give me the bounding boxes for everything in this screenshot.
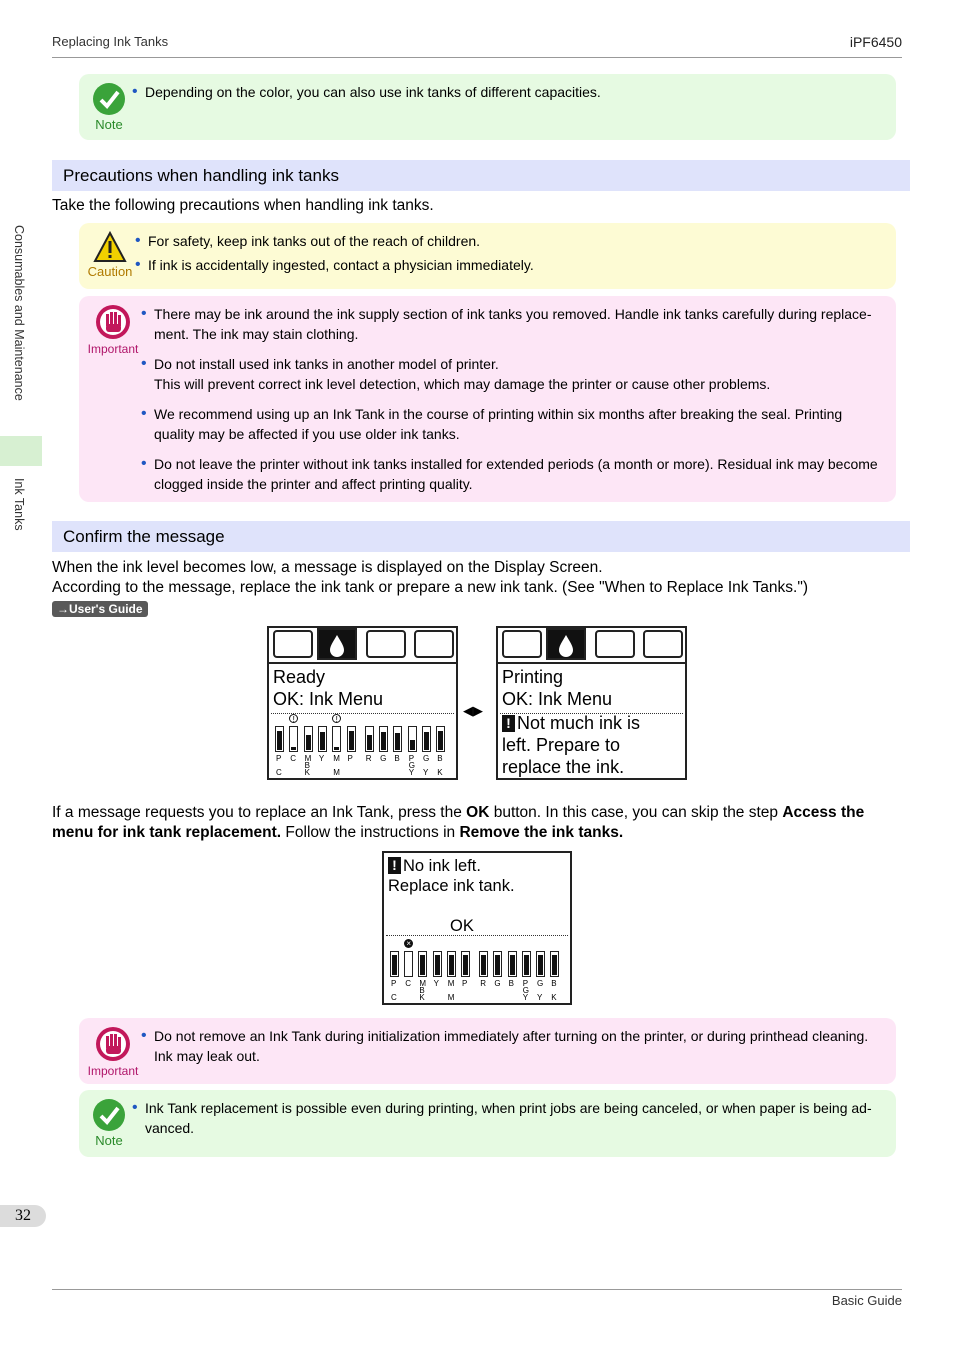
important-icon (85, 1026, 141, 1078)
ink-level-fill (424, 732, 429, 750)
display-screen-no-ink (382, 851, 572, 1005)
ink-level-fill (420, 955, 425, 975)
ink-level-fill (392, 955, 397, 975)
note-label: Note (95, 1133, 123, 1148)
ink-color-label: R (480, 979, 486, 988)
ink-color-label: G (494, 979, 501, 988)
screen-tab-bar (269, 628, 456, 664)
ink-color-label: Y (433, 979, 439, 988)
text-run: button. In this case, you can skip the step (489, 804, 783, 821)
ink-color-label: B (304, 761, 310, 770)
ink-tank-bar (461, 951, 470, 977)
caution-list (135, 231, 885, 275)
ink-color-label: K (437, 768, 443, 777)
text-run: Follow the instructions in (281, 824, 460, 841)
side-chapter-label: Consumables and Maintenance (12, 225, 26, 401)
ink-level-fill (277, 731, 282, 750)
important-box-precautions (79, 296, 896, 502)
important-item-continuation: This will prevent correct ink level detection, which may damage the printer or cause other problems. (154, 376, 771, 392)
ink-color-label: B (394, 754, 400, 763)
ink-color-label: M (447, 979, 455, 988)
ink-tank-bar (390, 951, 399, 977)
display-screen-printing (496, 626, 687, 780)
ink-color-label: Y (423, 768, 429, 777)
important-label: Important (87, 1064, 139, 1078)
ink-level-fill (481, 955, 486, 975)
ink-color-label: R (365, 754, 372, 763)
ink-color-label: B (419, 986, 425, 995)
ink-tank-bar (347, 726, 356, 752)
settings-tab-icon (643, 630, 683, 658)
ink-color-label: Y (408, 768, 415, 777)
replace-instructions-paragraph (52, 803, 902, 843)
screen-status: Printing (502, 667, 564, 687)
note-list (132, 1098, 882, 1138)
screen-divider (271, 713, 454, 714)
ink-level-fill (320, 732, 325, 750)
warning-icon: ! (502, 715, 515, 732)
ink-level-fill (395, 733, 400, 750)
important-box-initialization (79, 1018, 896, 1084)
ink-color-label: Y (522, 993, 529, 1002)
ink-level-fill (495, 955, 500, 975)
ink-color-label: P (391, 979, 397, 988)
text-run: If a message requests you to replace an Ink Tank, press the (52, 804, 467, 821)
caution-label: Caution (87, 264, 133, 279)
ink-color-label: G (423, 754, 430, 763)
note-icon (87, 1098, 131, 1148)
ink-level-fill (381, 732, 386, 750)
paper-tab-icon (502, 630, 542, 658)
footer-guide-name: Basic Guide (831, 1293, 902, 1308)
ink-color-label: C (276, 768, 282, 777)
ink-color-label: B (437, 754, 443, 763)
caution-box (79, 223, 896, 289)
important-item: • Do not leave the printer without ink tanks installed for extended periods (a month or more). Residual ink may become clogged inside the printer and affect printing quality. (141, 454, 886, 494)
ink-tank-bar (550, 951, 559, 977)
ink-level-fill (334, 747, 339, 750)
note-list (132, 82, 882, 102)
important-item: • Do not remove an Ink Tank during initialization immediately after turning on the printer, or during printhead cleaning. Ink may leak out. (141, 1026, 886, 1066)
ink-color-label: G (408, 761, 415, 770)
ink-color-label: P (347, 754, 353, 763)
side-section-label: Ink Tanks (12, 478, 26, 531)
ink-level-fill (367, 735, 372, 750)
ink-tank-bar (422, 726, 431, 752)
ink-tank-bar (289, 726, 298, 752)
screen-error-line-2: Replace ink tank. (388, 877, 515, 895)
ink-color-label: M (333, 768, 340, 777)
ink-tank-bar (379, 726, 388, 752)
ink-color-label: G (522, 986, 530, 995)
important-item: • We recommend using up an Ink Tank in the course of printing within six months after breaking the seal. Printing quality may be affected if you use older ink tanks. (141, 404, 886, 444)
ink-tank-bar (318, 726, 327, 752)
screen-divider (386, 935, 568, 936)
note-item: • Depending on the color, you can also use ink tanks of different capacities. (132, 82, 882, 102)
confirm-para-2: According to the message, replace the ink tank or prepare a new ink tank. (See "When to Replace Ink Tanks.") (52, 579, 808, 596)
ink-color-label: G (380, 754, 387, 763)
ink-level-fill (291, 747, 296, 750)
important-item: • There may be ink around the ink supply section of ink tanks you removed. Handle ink tanks carefully during replace-ment. The ink may stain clothing. (141, 304, 886, 344)
ink-color-label: P (408, 754, 415, 763)
ink-color-label: C (405, 979, 411, 988)
caution-icon (85, 231, 135, 279)
footer-rule (52, 1289, 902, 1290)
ink-color-label: C (290, 754, 297, 763)
running-header-model: iPF6450 (849, 34, 902, 50)
screen-ok-label: OK (450, 917, 474, 935)
job-tab-icon (595, 630, 635, 658)
ink-color-label: K (419, 993, 425, 1002)
header-rule (52, 57, 902, 58)
note-box-replacement (79, 1090, 896, 1157)
ink-low-icon: ! (289, 714, 298, 723)
important-item: • Do not install used ink tanks in another model of printer. (141, 354, 886, 374)
ink-low-icon: ! (332, 714, 341, 723)
ink-color-label: P (462, 979, 468, 988)
screen-warning-line-3: replace the ink. (502, 757, 625, 777)
ink-level-fill (552, 955, 557, 975)
users-guide-link[interactable]: →User's Guide (52, 601, 148, 617)
page-number: 32 (0, 1205, 46, 1227)
section-heading-confirm: Confirm the message (52, 521, 910, 552)
ink-tank-bar (522, 951, 531, 977)
step-ref-access-menu: Access the menu for ink tank replacement. (52, 804, 865, 841)
note-label: Note (95, 117, 123, 132)
ink-tank-bar (479, 951, 488, 977)
screen-menu-hint: OK: Ink Menu (273, 689, 384, 709)
ink-color-label: M (304, 754, 312, 763)
ink-tank-bar (436, 726, 445, 752)
ink-level-fill (524, 955, 529, 975)
ink-color-label: M (333, 754, 340, 763)
ink-level-fill (510, 955, 515, 975)
ink-level-bars (275, 715, 455, 778)
ink-level-fill (435, 955, 440, 975)
ink-tab-icon (317, 628, 357, 660)
ink-level-fill (463, 955, 468, 975)
ink-empty-icon: × (404, 939, 413, 948)
ink-tank-bar (536, 951, 545, 977)
warning-icon: ! (388, 857, 401, 874)
important-icon (85, 304, 141, 356)
screen-tab-bar (498, 628, 685, 664)
ink-color-label: Y (318, 754, 325, 763)
ink-color-label: K (551, 993, 557, 1002)
ink-color-label: P (276, 754, 282, 763)
screen-status: Ready (273, 667, 326, 687)
ink-level-fill (449, 955, 454, 975)
ink-level-fill (438, 731, 443, 750)
ink-tank-bar (493, 951, 502, 977)
ink-level-fill (410, 740, 415, 750)
ink-tab-icon (546, 628, 586, 660)
screen-error-line-1 (388, 855, 481, 877)
ink-color-label: M (447, 993, 455, 1002)
caution-item: • If ink is accidentally ingested, contact a physician immediately. (135, 255, 885, 275)
ink-tank-bar (275, 726, 284, 752)
toggle-arrows-icon: ◀▶ (463, 703, 483, 718)
note-box-capacities (79, 74, 896, 140)
ink-color-label: P (522, 979, 529, 988)
ink-level-fill (538, 955, 543, 975)
screen-menu-hint: OK: Ink Menu (502, 689, 613, 709)
important-list (141, 1026, 886, 1066)
important-list (141, 304, 886, 494)
ink-tank-bar (393, 726, 402, 752)
ink-color-label: B (508, 979, 514, 988)
ok-button-ref: OK (466, 804, 490, 821)
ink-tank-bar (365, 726, 374, 752)
ink-tank-bar (433, 951, 442, 977)
display-screen-ready (267, 626, 458, 780)
note-item: • Ink Tank replacement is possible even during printing, when print jobs are being canceled, or when paper is being ad-vanced. (132, 1098, 882, 1138)
warning-text: Not much ink is (517, 713, 641, 733)
job-tab-icon (366, 630, 406, 658)
ink-color-label: G (537, 979, 544, 988)
running-header-title: Replacing Ink Tanks (52, 34, 169, 49)
ink-tank-bar (304, 726, 313, 752)
ink-tank-bar (404, 951, 413, 977)
ink-color-label: C (391, 993, 397, 1002)
ink-color-label: K (304, 768, 310, 777)
ink-tank-bar (508, 951, 517, 977)
ink-tank-bar (408, 726, 417, 752)
screen-warning-line-2: left. Prepare to (502, 735, 621, 755)
ink-level-fill (306, 735, 311, 750)
ink-level-bars (390, 937, 568, 1003)
ink-level-fill (349, 731, 354, 750)
settings-tab-icon (414, 630, 454, 658)
ink-tank-bar (418, 951, 427, 977)
step-ref-remove-tanks: Remove the ink tanks. (459, 824, 624, 841)
screen-warning-line-1 (502, 712, 640, 734)
ink-tank-bar (332, 726, 341, 752)
caution-item: • For safety, keep ink tanks out of the reach of children. (135, 231, 885, 251)
ink-color-label: M (419, 979, 427, 988)
ink-tank-bar (447, 951, 456, 977)
error-text: No ink left. (403, 857, 481, 875)
important-label: Important (87, 342, 139, 356)
paper-tab-icon (273, 630, 313, 658)
ink-color-label: B (551, 979, 557, 988)
confirm-para-1: When the ink level becomes low, a message is displayed on the Display Screen. (52, 559, 603, 576)
section-heading-precautions: Precautions when handling ink tanks (52, 160, 910, 191)
precautions-intro: Take the following precautions when handling ink tanks. (52, 197, 434, 214)
side-chapter-marker (0, 436, 42, 466)
ink-color-label: Y (537, 993, 543, 1002)
note-icon (87, 82, 131, 132)
